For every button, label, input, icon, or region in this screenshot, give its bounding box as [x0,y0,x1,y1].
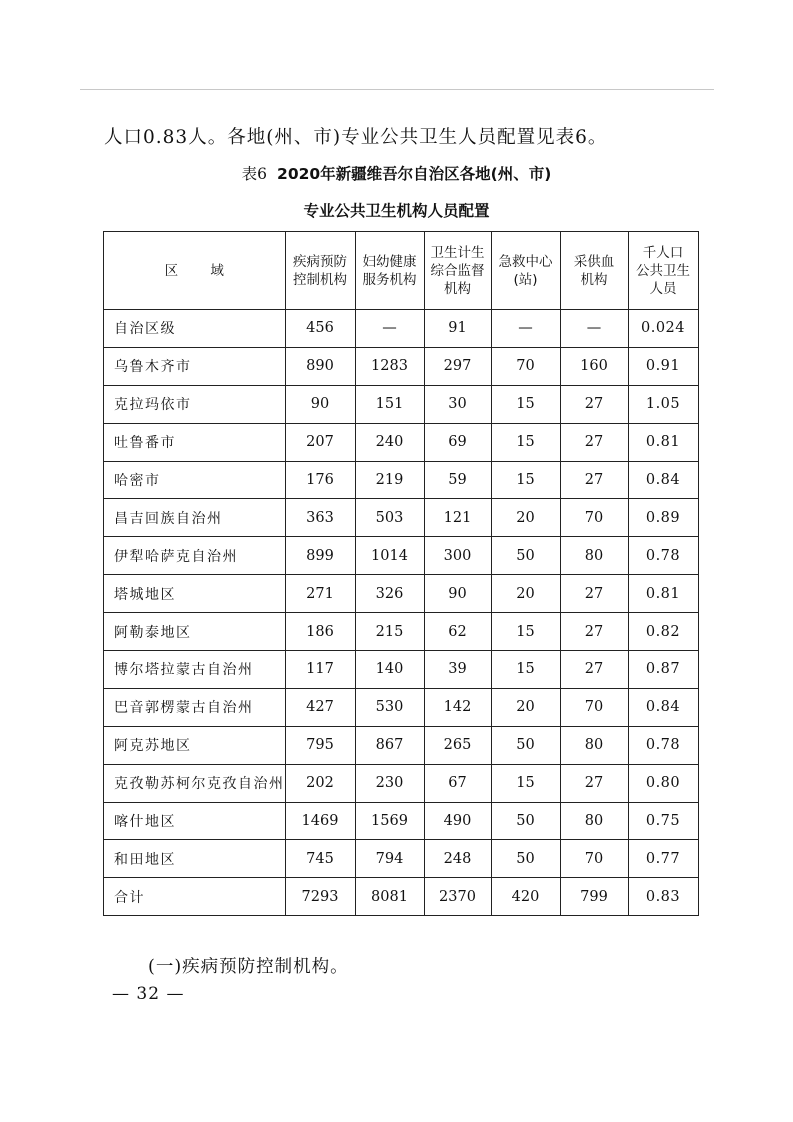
table-row [104,802,699,840]
page-number: — 32 — [112,984,185,1004]
value-cell: 2370 [424,878,491,916]
value-cell: 0.83 [628,878,698,916]
region-cell: 巴音郭楞蒙古自治州 [104,688,286,726]
header-line: 公共卫生 [636,262,690,279]
value-cell: 1283 [355,347,424,385]
value-cell: 27 [560,613,628,651]
region-cell: 和田地区 [104,840,286,878]
header-line: 综合监督 [430,262,485,279]
header-line: 人员 [649,280,677,297]
table-header-row [104,232,699,310]
value-cell: 67 [424,764,491,802]
value-cell: 0.89 [628,499,698,537]
value-cell: 27 [560,461,628,499]
header-column [560,232,628,310]
value-cell: 70 [560,840,628,878]
header-line: 疾病预防 [293,253,347,270]
value-cell: 151 [355,385,424,423]
table-row [104,613,699,651]
value-cell: 80 [560,537,628,575]
intro-paragraph: 人口0.83人。各地(州、市)专业公共卫生人员配置见表6。 [104,127,608,148]
header-line: 控制机构 [293,271,347,288]
value-cell: 0.87 [628,651,698,689]
table-row [104,688,699,726]
value-cell: 62 [424,613,491,651]
value-cell: 1469 [285,802,355,840]
value-cell: 867 [355,726,424,764]
value-cell: 27 [560,423,628,461]
table-number: 表6 [241,165,268,183]
header-line: 区 域 [164,262,238,279]
table-title-line1: 2020年新疆维吾尔自治区各地(州、市) [277,165,552,183]
table-row [104,878,699,916]
value-cell: 1.05 [628,385,698,423]
value-cell: 20 [491,575,560,613]
value-cell: 0.81 [628,423,698,461]
header-column [491,232,560,310]
value-cell: 70 [491,347,560,385]
value-cell: 15 [491,613,560,651]
region-cell: 吐鲁番市 [104,423,286,461]
value-cell: 27 [560,651,628,689]
value-cell: 160 [560,347,628,385]
region-cell: 阿克苏地区 [104,726,286,764]
value-cell: 186 [285,613,355,651]
header-line: 急救中心 [498,253,553,270]
value-cell: 300 [424,537,491,575]
table-caption-line1 [0,162,793,184]
value-cell: 0.75 [628,802,698,840]
value-cell: 142 [424,688,491,726]
region-cell: 自治区级 [104,310,286,348]
value-cell: 0.82 [628,613,698,651]
header-column [628,232,698,310]
region-cell: 阿勒泰地区 [104,613,286,651]
table-row [104,385,699,423]
value-cell: 248 [424,840,491,878]
table-row [104,499,699,537]
value-cell: 503 [355,499,424,537]
value-cell: 0.77 [628,840,698,878]
value-cell: 456 [285,310,355,348]
region-cell: 伊犁哈萨克自治州 [104,537,286,575]
region-cell: 博尔塔拉蒙古自治州 [104,651,286,689]
value-cell: 899 [285,537,355,575]
value-cell: 70 [560,688,628,726]
value-cell: 271 [285,575,355,613]
value-cell: 215 [355,613,424,651]
value-cell: 795 [285,726,355,764]
value-cell: 1569 [355,802,424,840]
value-cell: 230 [355,764,424,802]
header-line: 服务机构 [362,271,417,288]
value-cell: 297 [424,347,491,385]
table-caption-line2: 专业公共卫生机构人员配置 [303,202,490,220]
value-cell: 50 [491,537,560,575]
region-cell: 乌鲁木齐市 [104,347,286,385]
value-cell: 745 [285,840,355,878]
value-cell: 15 [491,764,560,802]
value-cell: 530 [355,688,424,726]
value-cell: 7293 [285,878,355,916]
value-cell: 0.81 [628,575,698,613]
region-cell: 合计 [104,878,286,916]
table-body [104,310,699,916]
value-cell: 490 [424,802,491,840]
region-cell: 哈密市 [104,461,286,499]
header-column [424,232,491,310]
value-cell: 15 [491,385,560,423]
header-region [104,232,286,310]
value-cell: 50 [491,802,560,840]
value-cell: 0.91 [628,347,698,385]
table-row [104,461,699,499]
section-heading: (一)疾病预防控制机构。 [148,957,349,977]
value-cell: 0.80 [628,764,698,802]
region-cell: 克拉玛依市 [104,385,286,423]
value-cell: 420 [491,878,560,916]
table-row [104,651,699,689]
value-cell: 27 [560,385,628,423]
value-cell: 1014 [355,537,424,575]
value-cell: 27 [560,575,628,613]
value-cell: 794 [355,840,424,878]
region-cell: 克孜勒苏柯尔克孜自治州 [104,764,286,802]
value-cell: 20 [491,688,560,726]
region-cell: 喀什地区 [104,802,286,840]
value-cell: — [491,310,560,348]
value-cell: 363 [285,499,355,537]
table-row [104,347,699,385]
table-row [104,764,699,802]
header-column [285,232,355,310]
table-row [104,840,699,878]
value-cell: 326 [355,575,424,613]
value-cell: 0.78 [628,537,698,575]
value-cell: 15 [491,423,560,461]
header-line: 千人口 [642,244,684,261]
value-cell: 117 [285,651,355,689]
value-cell: 799 [560,878,628,916]
value-cell: 121 [424,499,491,537]
region-cell: 昌吉回族自治州 [104,499,286,537]
value-cell: 202 [285,764,355,802]
value-cell: 90 [285,385,355,423]
value-cell: 0.024 [628,310,698,348]
value-cell: 20 [491,499,560,537]
value-cell: 219 [355,461,424,499]
value-cell: 890 [285,347,355,385]
value-cell: 80 [560,726,628,764]
table-row [104,726,699,764]
table-row [104,537,699,575]
region-cell: 塔城地区 [104,575,286,613]
value-cell: 69 [424,423,491,461]
value-cell: 176 [285,461,355,499]
value-cell: 265 [424,726,491,764]
value-cell: 0.84 [628,461,698,499]
value-cell: 8081 [355,878,424,916]
value-cell: 27 [560,764,628,802]
value-cell: 15 [491,651,560,689]
value-cell: 15 [491,461,560,499]
header-line: 机构 [580,271,608,288]
value-cell: 90 [424,575,491,613]
value-cell: 80 [560,802,628,840]
value-cell: 240 [355,423,424,461]
value-cell: 207 [285,423,355,461]
value-cell: 0.84 [628,688,698,726]
table-row [104,310,699,348]
value-cell: 30 [424,385,491,423]
value-cell: 59 [424,461,491,499]
value-cell: 427 [285,688,355,726]
header-line: (站) [513,271,538,288]
header-line: 妇幼健康 [362,253,417,270]
header-line: 采供血 [573,253,615,270]
header-column [355,232,424,310]
value-cell: 91 [424,310,491,348]
value-cell: 39 [424,651,491,689]
value-cell: 0.78 [628,726,698,764]
table-row [104,423,699,461]
header-rule [80,89,714,90]
value-cell: 70 [560,499,628,537]
value-cell: 140 [355,651,424,689]
value-cell: — [560,310,628,348]
table-row [104,575,699,613]
value-cell: 50 [491,840,560,878]
staffing-table [103,231,699,916]
value-cell: 50 [491,726,560,764]
value-cell: — [355,310,424,348]
header-line: 机构 [444,280,471,297]
header-line: 卫生计生 [430,244,485,261]
